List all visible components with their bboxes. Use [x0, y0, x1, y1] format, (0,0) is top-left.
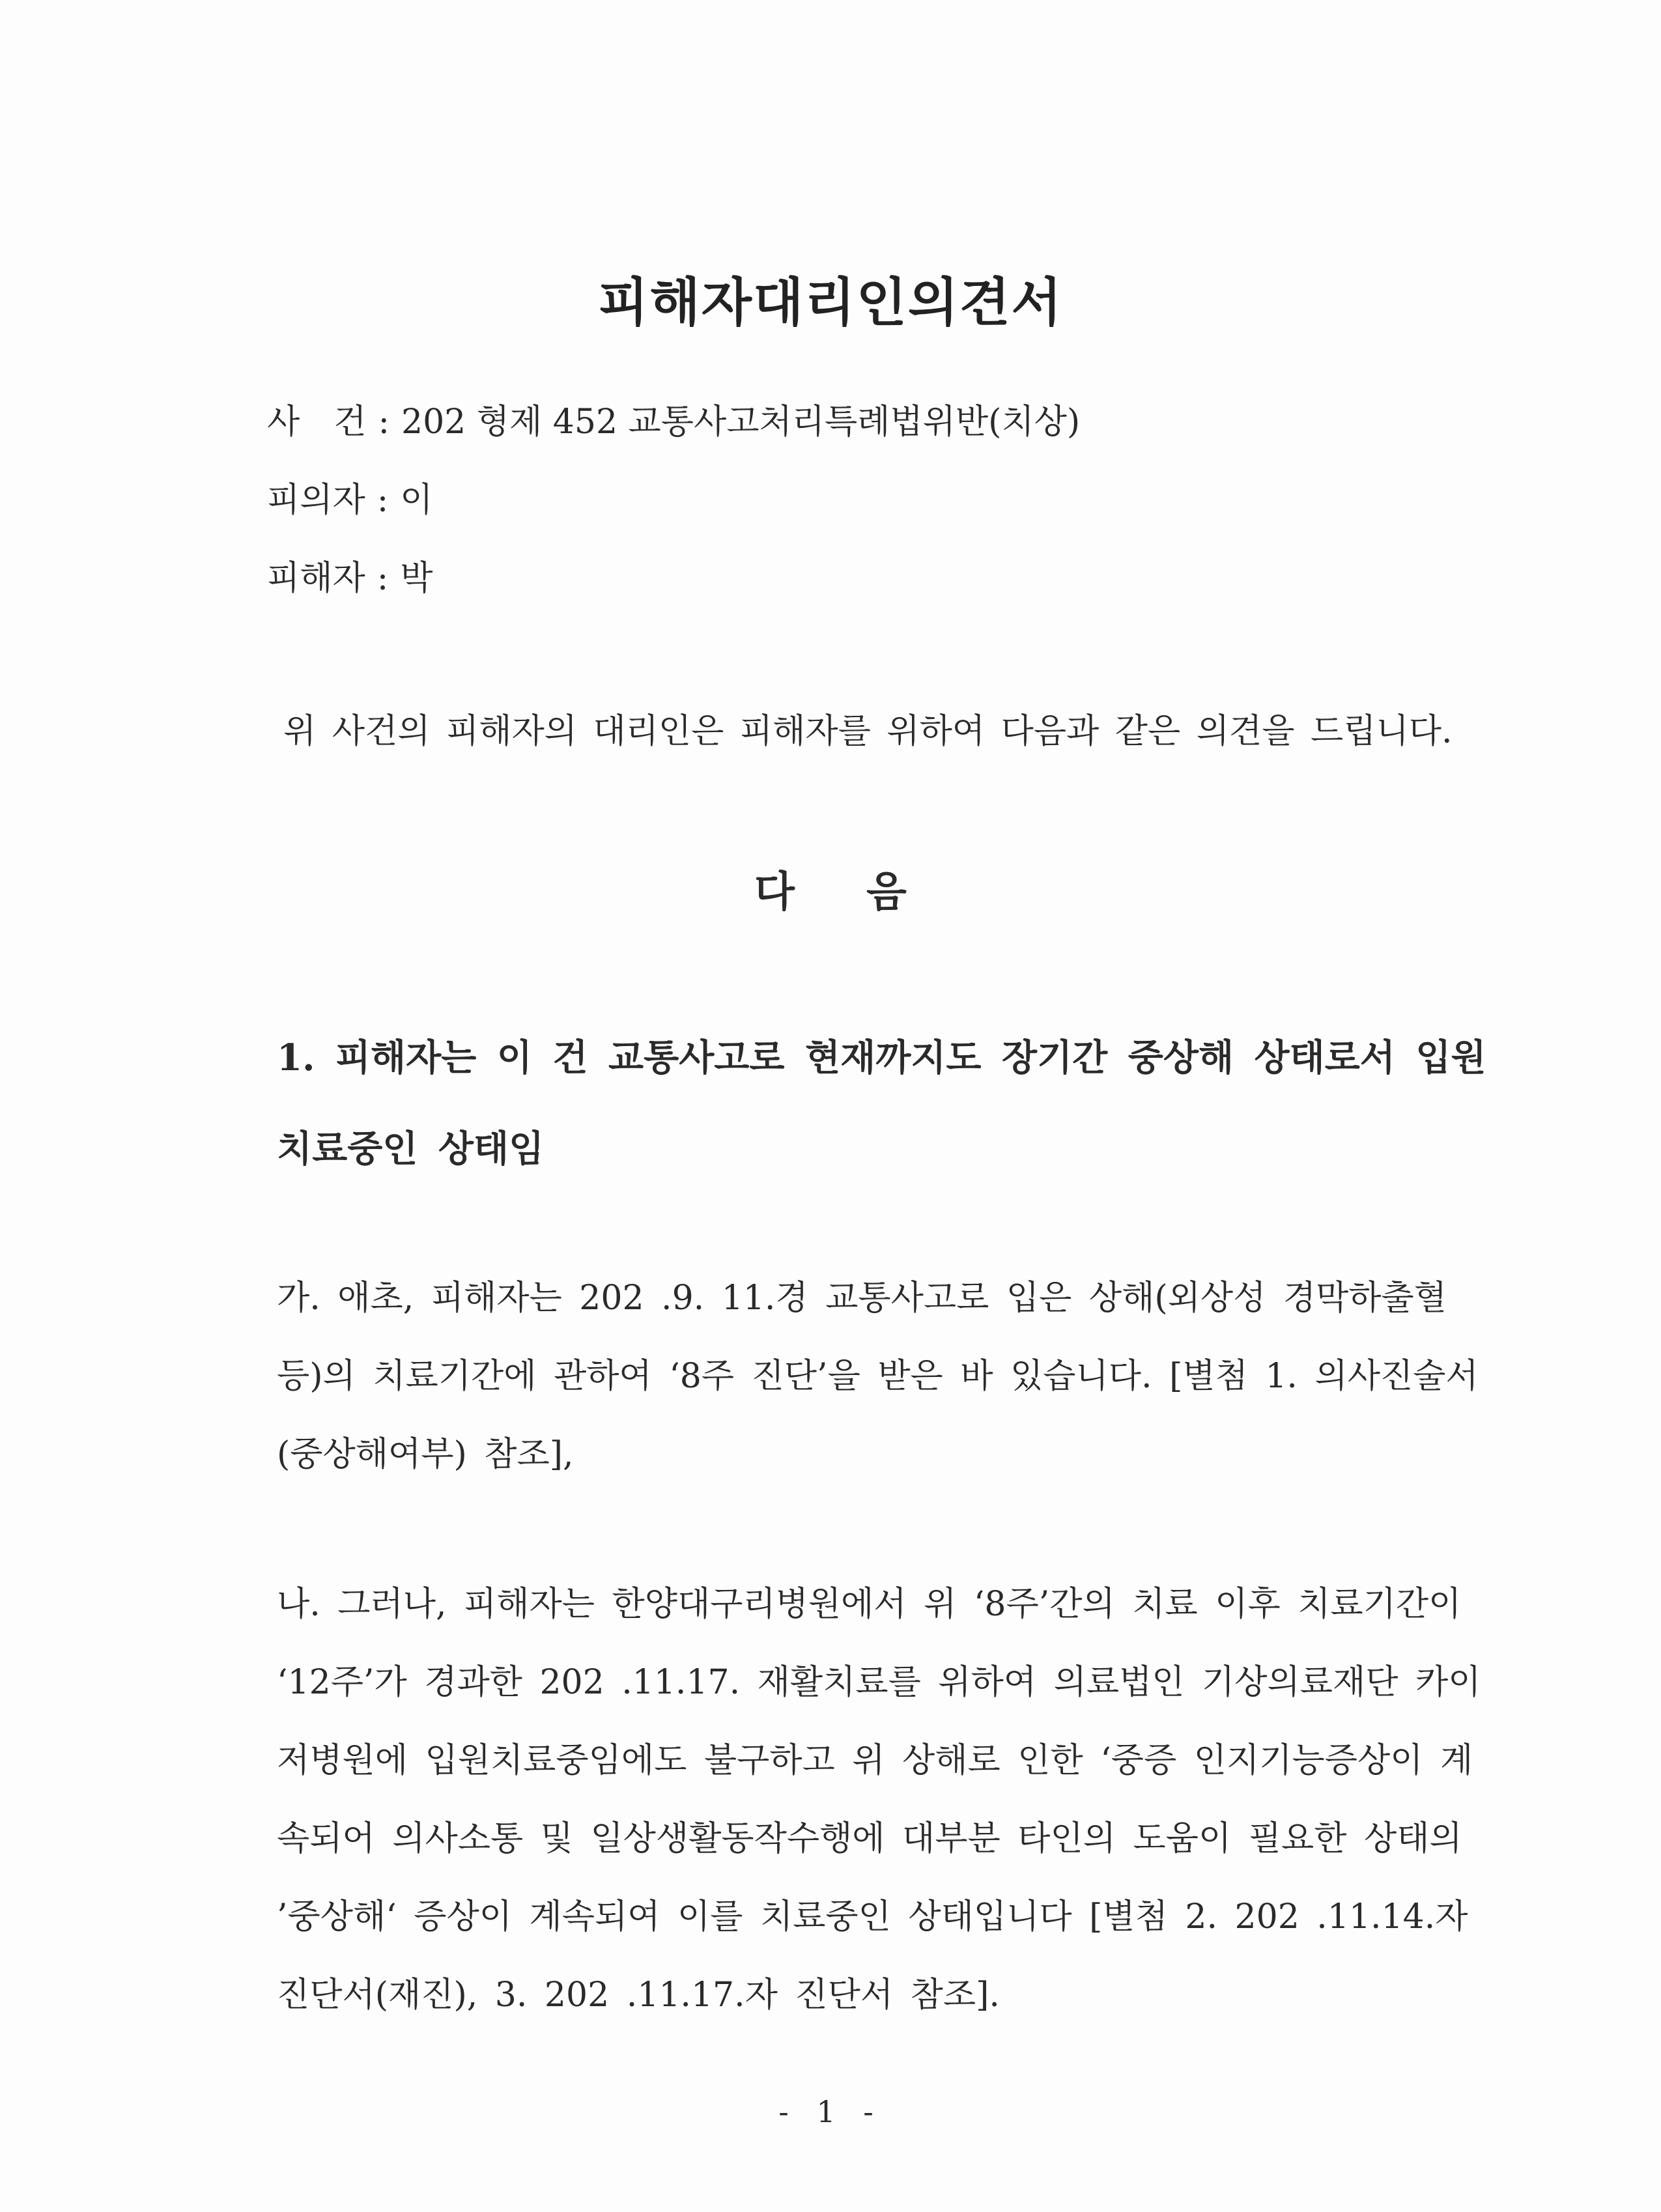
paragraph-ga-line: (중상해여부) 참조], — [277, 1435, 574, 1474]
paragraph-ga-line: 등)의 치료기간에 관하여 ‘8주 진단’을 받은 바 있습니다. [별첨 1. 의사진술서 — [277, 1357, 1479, 1396]
section-heading-line: 1. 피해자는 이 건 교통사고로 현재까지도 장기간 중상해 상태로서 입원 — [277, 1036, 1486, 1079]
paragraph-na-line: 나. 그러나, 피해자는 한양대구리병원에서 위 ‘8주’간의 치료 이후 치료기간이 — [277, 1585, 1462, 1624]
suspect-label: 피의자 — [267, 481, 365, 520]
paragraph-na-line: 저병원에 입원치료중임에도 불구하고 위 상해로 인한 ‘중증 인지기능증상이 계 — [277, 1741, 1473, 1780]
paragraph-na-line: 진단서(재진), 3. 202 .11.17.자 진단서 참조]. — [277, 1976, 1000, 2015]
suspect-separator: : — [376, 481, 389, 520]
paragraph-na-line: ‘12주’가 경과한 202 .11.17. 재활치료를 위하여 의료법인 기상의료재단 카이 — [277, 1663, 1481, 1702]
victim-value: 박 — [400, 559, 433, 598]
paragraph-na-line: 속되어 의사소통 및 일상생활동작수행에 대부분 타인의 도움이 필요한 상태의 — [277, 1819, 1462, 1858]
page-number: - 1 - — [778, 2094, 883, 2129]
victim-separator: : — [376, 559, 389, 598]
case-value: 202 형제 452 교통사고처리특례법위반(치상) — [401, 403, 1081, 442]
victim-line — [267, 550, 433, 599]
section-heading-line: 치료중인 상태임 — [277, 1127, 545, 1170]
case-line — [267, 394, 1080, 443]
intro-paragraph: 위 사건의 피해자의 대리인은 피해자를 위하여 다음과 같은 의견을 드립니다. — [283, 712, 1453, 751]
document-title: 피해자대리인의견서 — [598, 272, 1063, 333]
next-heading: 다음 — [754, 868, 978, 916]
paragraph-na-line: ’중상해‘ 증상이 계속되여 이를 치료중인 상태입니다 [별첨 2. 202 .11.14.자 — [277, 1897, 1468, 1936]
paragraph-ga-line: 가. 애초, 피해자는 202 .9. 11.경 교통사고로 입은 상해(외상성 경막하출혈 — [277, 1279, 1447, 1318]
suspect-value: 이 — [400, 481, 433, 520]
victim-label: 피해자 — [267, 559, 365, 598]
suspect-line — [267, 472, 433, 521]
case-label: 사 건 — [267, 403, 367, 442]
case-separator: : — [378, 403, 390, 442]
